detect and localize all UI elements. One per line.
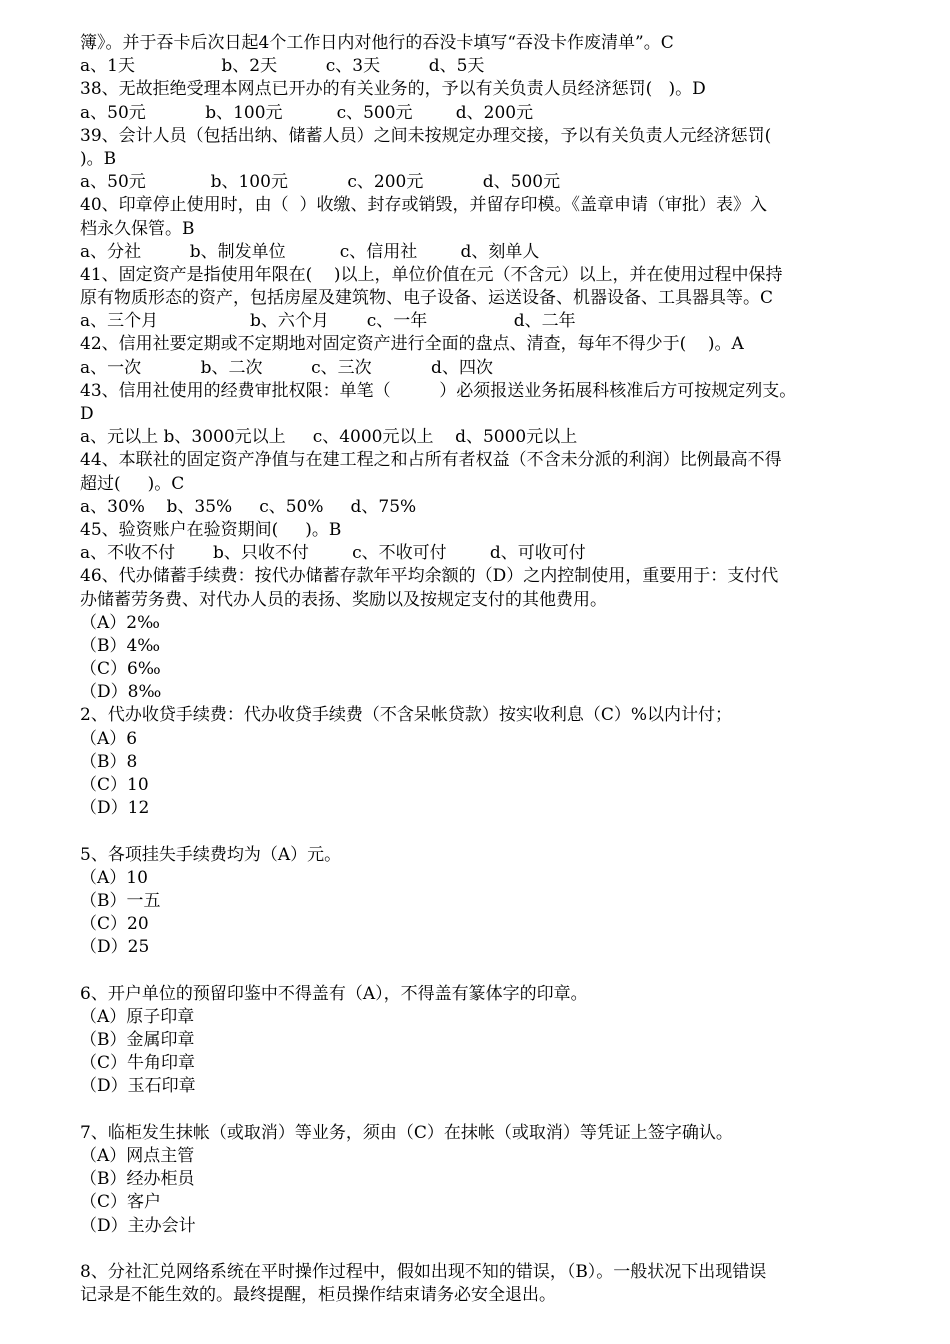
text-line: （A）原子印章	[80, 1006, 195, 1027]
text-line: 办储蓄劳务费、对代办人员的表扬、奖励以及按规定支付的其他费用。	[80, 589, 607, 610]
text-line: 41、固定资产是指使用年限在( )以上，单位价值在元（不含元）以上，并在使用过程中保持	[80, 264, 783, 285]
document-page	[80, 32, 880, 1307]
text-line: （A）6	[80, 728, 138, 749]
text-line: （B）4‰	[80, 635, 161, 656]
text-line: 43、信用社使用的经费审批权限：单笔（ ）必须报送业务拓展科核准后方可按规定列支。	[80, 380, 797, 401]
text-line: a、50元 b、100元 c、500元 d、200元	[80, 102, 534, 123]
text-line: D	[80, 404, 94, 424]
text-line: （C）20	[80, 914, 149, 935]
text-line: （D）玉石印章	[80, 1076, 196, 1097]
text-line: 6、开户单位的预留印鉴中不得盖有（A），不得盖有篆体字的印章。	[80, 983, 588, 1004]
text-line: （A）2‰	[80, 612, 160, 633]
text-line: a、元以上 b、3000元以上 c、4000元以上 d、5000元以上	[80, 427, 578, 448]
text-line: 2、代办收贷手续费：代办收贷手续费（不含呆帐贷款）按实收利息（C）%以内计付；	[80, 705, 732, 726]
text-line: 5、各项挂失手续费均为（A）元。	[80, 844, 342, 865]
text-line: （B）金属印章	[80, 1030, 195, 1051]
text-line: 40、印章停止使用时，由（ ）收缴、封存或销毁，并留存印模。《盖章申请（审批）表》入	[80, 195, 767, 216]
text-line: 档永久保管。B	[80, 218, 195, 239]
text-line: 记录是不能生效的。最终提醒，柜员操作结束请务必安全退出。	[80, 1285, 556, 1306]
text-line: 44、本联社的固定资产净值与在建工程之和占所有者权益（不含未分派的利润）比例最高不得	[80, 450, 782, 471]
text-line: 45、验资账户在验资期间( )。B	[80, 519, 342, 540]
text-line: a、30% b、35% c、50% d、75%	[80, 496, 417, 517]
text-line: （A）10	[80, 867, 148, 888]
text-line: （D）主办会计	[80, 1215, 196, 1236]
text-line: 8、分社汇兑网络系统在平时操作过程中，假如出现不知的错误，（B）。一般状况下出现错误	[80, 1261, 767, 1282]
text-line: （D）12	[80, 798, 150, 819]
text-line: a、不收不付 b、只收不付 c、不收可付 d、可收可付	[80, 543, 586, 564]
text-line: a、1天 b、2天 c、3天 d、5天	[80, 56, 485, 77]
text-line: 超过( )。C	[80, 473, 185, 494]
text-line: （C）客户	[80, 1192, 162, 1213]
blank-line	[80, 1099, 880, 1122]
text-line: 7、临柜发生抹帐（或取消）等业务，须由（C）在抹帐（或取消）等凭证上签字确认。	[80, 1122, 733, 1143]
text-line: )。B	[80, 148, 117, 169]
text-line: （B）一五	[80, 890, 161, 911]
text-line: 原有物质形态的资产，包括房屋及建筑物、电子设备、运送设备、机器设备、工具器具等。C	[80, 288, 774, 309]
text-line: 46、代办储蓄手续费：按代办储蓄存款年平均余额的（D）之内控制使用，重要用于：支付代	[80, 566, 779, 587]
text-line: （B）8	[80, 751, 138, 772]
blank-line	[80, 1238, 880, 1261]
blank-line	[80, 960, 880, 983]
text-line: （D）25	[80, 937, 150, 958]
text-line: a、一次 b、二次 c、三次 d、四次	[80, 357, 493, 378]
text-line: a、50元 b、100元 c、200元 d、500元	[80, 172, 561, 193]
text-line: 42、信用社要定期或不定期地对固定资产进行全面的盘点、清查，每年不得少于( )。A	[80, 334, 744, 355]
text-line: 38、无故拒绝受理本网点已开办的有关业务的，予以有关负责人员经济惩罚( )。D	[80, 79, 706, 100]
text-line: （C）牛角印章	[80, 1053, 196, 1074]
text-line: （D）8‰	[80, 682, 162, 703]
text-line: 39、会计人员（包括出纳、储蓄人员）之间未按规定办理交接，予以有关负责人元经济惩罚(	[80, 125, 772, 146]
text-line: 簿》。并于吞卡后次日起4个工作日内对他行的吞没卡填写“吞没卡作废清单”。C	[80, 33, 674, 53]
text-line: a、分社 b、制发单位 c、信用社 d、刻单人	[80, 241, 540, 262]
blank-line	[80, 820, 880, 843]
text-line: （B）经办柜员	[80, 1169, 195, 1190]
text-line: a、三个月 b、六个月 c、一年 d、二年	[80, 311, 576, 332]
text-line: （C）10	[80, 775, 149, 795]
text-line: （C）6‰	[80, 659, 161, 680]
text-line: （A）网点主管	[80, 1146, 195, 1166]
